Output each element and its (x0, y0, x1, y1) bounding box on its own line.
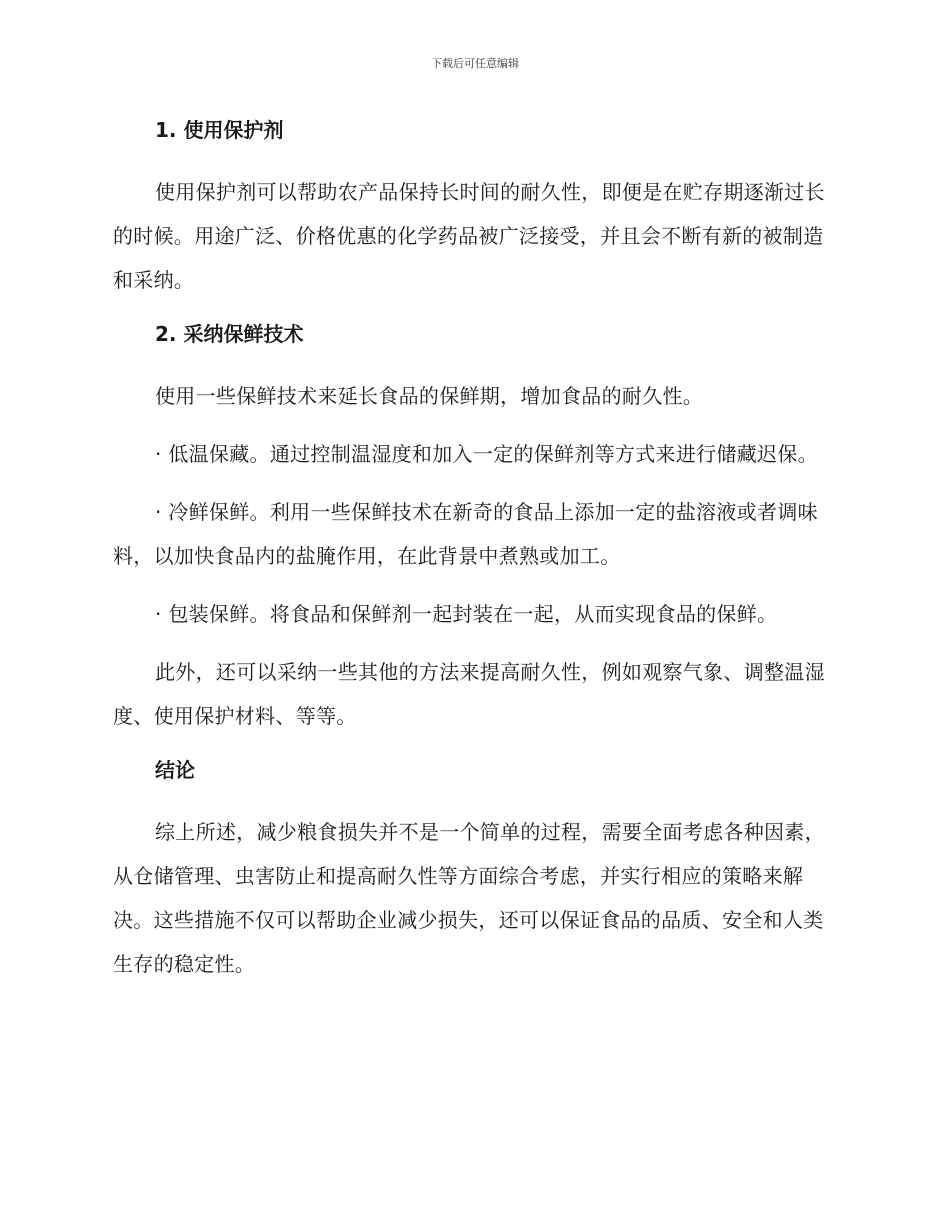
paragraph-fresh-keeping-intro: 使用一些保鲜技术来延长食品的保鲜期，增加食品的耐久性。 (155, 384, 704, 408)
document-body (113, 112, 833, 1000)
section-heading-preservatives: 1. 使用保护剂 (155, 118, 284, 142)
page-header-note: 下载后可任意编辑 (431, 57, 519, 70)
bullet-packaging: · 包装保鲜。将食品和保鲜剂一起封装在一起，从而实现食品的保鲜。 (155, 602, 778, 626)
bullet-cold-fresh: · 冷鲜保鲜。利用一些保鲜技术在新奇的食品上添加一定的盐溶液或者调味料，以加快食品内的盐腌作用，在此背景中煮熟或加工。 (113, 500, 818, 568)
paragraph-preservatives: 使用保护剂可以帮助农产品保持长时间的耐久性，即便是在贮存期逐渐过长的时候。用途广泛、价格优惠的化学药品被广泛接受，并且会不断有新的被制造和采纳。 (113, 180, 825, 292)
paragraph-conclusion: 综上所述，减少粮食损失并不是一个简单的过程，需要全面考虑各种因素，从仓储管理、虫害防止和提高耐久性等方面综合考虑，并实行相应的策略来解决。这些措施不仅可以帮助企业减少损失，还可以保证食品的品质、安全和人类生存的稳定性。 (113, 820, 825, 976)
section-heading-conclusion: 结论 (155, 758, 195, 782)
paragraph-other-methods: 此外，还可以采纳一些其他的方法来提高耐久性，例如观察气象、调整温湿度、使用保护材料、等等。 (113, 660, 825, 728)
bullet-low-temperature: · 低温保藏。通过控制温湿度和加入一定的保鲜剂等方式来进行储藏迟保。 (155, 442, 818, 466)
section-heading-fresh-keeping: 2. 采纳保鲜技术 (155, 322, 304, 346)
